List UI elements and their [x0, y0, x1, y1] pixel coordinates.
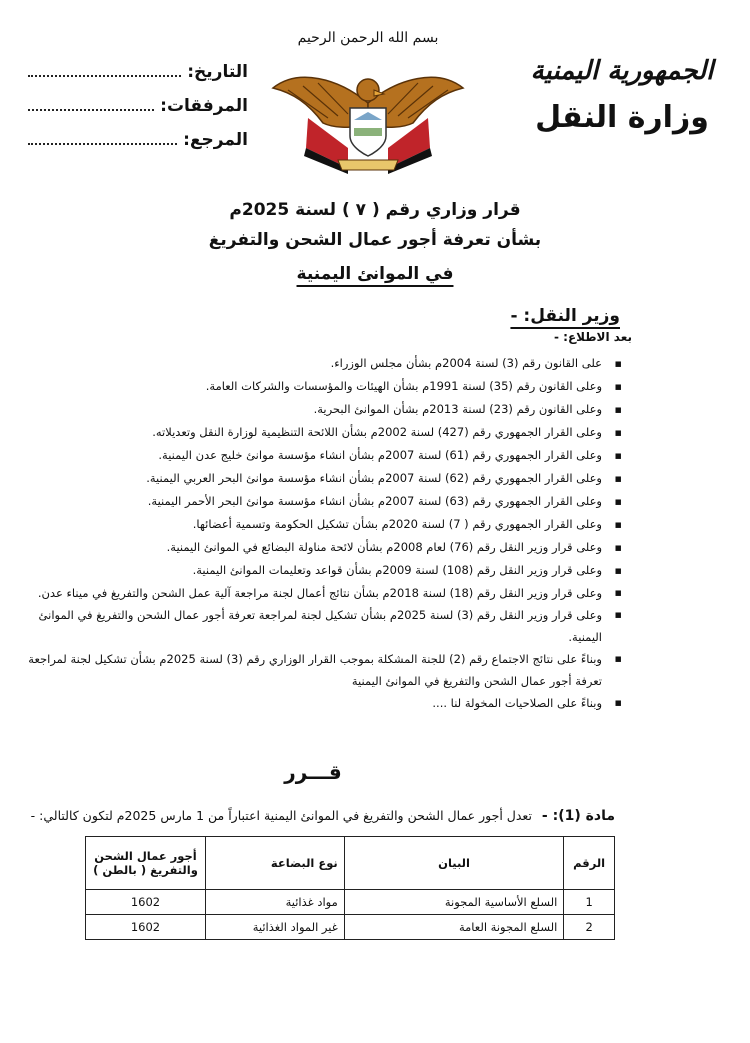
cell-no: 1 — [564, 890, 615, 915]
attachments-line — [28, 97, 154, 111]
attachments-field — [28, 96, 248, 116]
preamble-item: ▪ وعلى القرار الجمهوري رقم (61) لسنة 2007م بشأن انشاء مؤسسة موانئ خليج عدن اليمنية. — [20, 444, 622, 467]
preamble-closing-text: وبناءً على الصلاحيات المخولة لنا .... — [432, 696, 602, 710]
header-type: نوع البضاعة — [205, 837, 344, 890]
eagle-emblem-icon — [268, 48, 468, 178]
date-label: التاريخ: — [187, 62, 248, 82]
preamble-item: ▪ وعلى قرار وزير النقل رقم (18) لسنة 2018م بشأن نتائج أعمال لجنة مراجعة آلية عمل الشحن والتفريغ في ميناء عدن. — [20, 582, 622, 604]
header-desc: البيان — [344, 837, 564, 890]
table-row — [86, 915, 615, 940]
header-no: الرقم — [564, 837, 615, 890]
preamble-closing — [20, 692, 622, 714]
table-header-row — [86, 837, 615, 890]
preamble-item: ▪ وعلى القانون رقم (23) لسنة 2013م بشأن الموانئ البحرية. — [20, 398, 622, 421]
national-emblem — [268, 30, 468, 180]
preamble-item: ▪ وعلى القرار الجمهوري رقم (62) لسنة 2007م بشأن انشاء مؤسسة موانئ البحر العربي اليمنية. — [20, 467, 622, 490]
minister-heading: وزير النقل: - — [510, 306, 620, 326]
reference-line — [28, 131, 177, 145]
article-label: مادة (1): - — [541, 808, 615, 824]
republic-name: الجمهورية اليمنية — [530, 56, 714, 86]
ministry-heading — [522, 56, 722, 135]
decree-title — [0, 200, 750, 284]
ministry-name: وزارة النقل — [535, 100, 709, 135]
preamble-item: ▪ وعلى قرار وزير النقل رقم (76) لعام 2008م بشأن لائحة مناولة البضائع في الموانئ اليمنية. — [20, 536, 622, 559]
after-review-label: بعد الاطلاع: - — [553, 330, 632, 344]
attachments-label: المرفقات: — [160, 96, 248, 116]
decree-subject: بشأن تعرفة أجور عمال الشحن والتفريغ — [208, 230, 542, 250]
preamble-item: ▪ وعلى القرار الجمهوري رقم (427) لسنة 2002م بشأن اللائحة التنظيمية لوزارة النقل وتعديلاته. — [20, 421, 622, 444]
reference-field — [28, 130, 248, 150]
tariff-table — [85, 836, 615, 940]
cell-no: 2 — [564, 915, 615, 940]
article-1 — [31, 808, 615, 824]
preamble-item: ▪ وعلى القانون رقم (35) لسنة 1991م بشأن الهيئات والمؤسسات والشركات العامة. — [20, 375, 622, 398]
preamble-item: ▪ وعلى القرار الجمهوري رقم ( 7) لسنة 2020م بشأن تشكيل الحكومة وتسمية أعضائها. — [20, 513, 622, 536]
preamble-item: ▪ وعلى القرار الجمهوري رقم (63) لسنة 2007م بشأن انشاء مؤسسة موانئ البحر الأحمر اليمنية. — [20, 490, 622, 513]
date-field — [28, 62, 248, 82]
preamble-list — [20, 352, 622, 714]
table-row — [86, 890, 615, 915]
article-text: تعدل أجور عمال الشحن والتفريغ في الموانئ اليمنية اعتباراً من 1 مارس 2025م لتكون كالتالي: - — [30, 808, 532, 823]
date-line — [28, 63, 181, 77]
cell-desc: السلع المجونة العامة — [344, 915, 564, 940]
header-wage: أجور عمال الشحن والتفريغ ( بالطن ) — [86, 837, 206, 890]
decree-number: قرار وزاري رقم ( ٧ ) لسنة 2025م — [229, 200, 521, 220]
preamble-item: ▪ على القانون رقم (3) لسنة 2004م بشأن مجلس الوزراء. — [20, 352, 622, 375]
decision-heading — [258, 760, 368, 784]
cell-wage: 1602 — [86, 915, 206, 940]
preamble-item: ▪ وعلى قرار وزير النقل رقم (3) لسنة 2025م بشأن تشكيل لجنة لمراجعة تعرفة أجور عمال الشحن والتفريغ في الموانئ اليمنية. — [20, 604, 622, 648]
cell-desc: السلع الأساسية المجونة — [344, 890, 564, 915]
cell-type: مواد غذائية — [205, 890, 344, 915]
preamble-item: ▪ وعلى قرار وزير النقل رقم (108) لسنة 2009م بشأن قواعد وتعليمات الموانئ اليمنية. — [20, 559, 622, 582]
preamble-item: ▪ وبناءً على نتائج الاجتماع رقم (2) للجنة المشكلة بموجب القرار الوزاري رقم (3) لسنة 2025م بشأن تشكيل لجنة لمراجعة تعرفة أجور عمال الشحن والتفريغ في الموانئ اليمنية — [20, 648, 622, 692]
reference-label: المرجع: — [183, 130, 248, 150]
decision-heading-text: قـــرر — [284, 760, 342, 784]
cell-wage: 1602 — [86, 890, 206, 915]
reference-fields — [28, 62, 248, 164]
cell-type: غير المواد الغذائية — [205, 915, 344, 940]
decree-scope: في الموانئ اليمنية — [296, 264, 454, 284]
basmala: بسم الله الرحمن الرحيم — [297, 30, 439, 46]
